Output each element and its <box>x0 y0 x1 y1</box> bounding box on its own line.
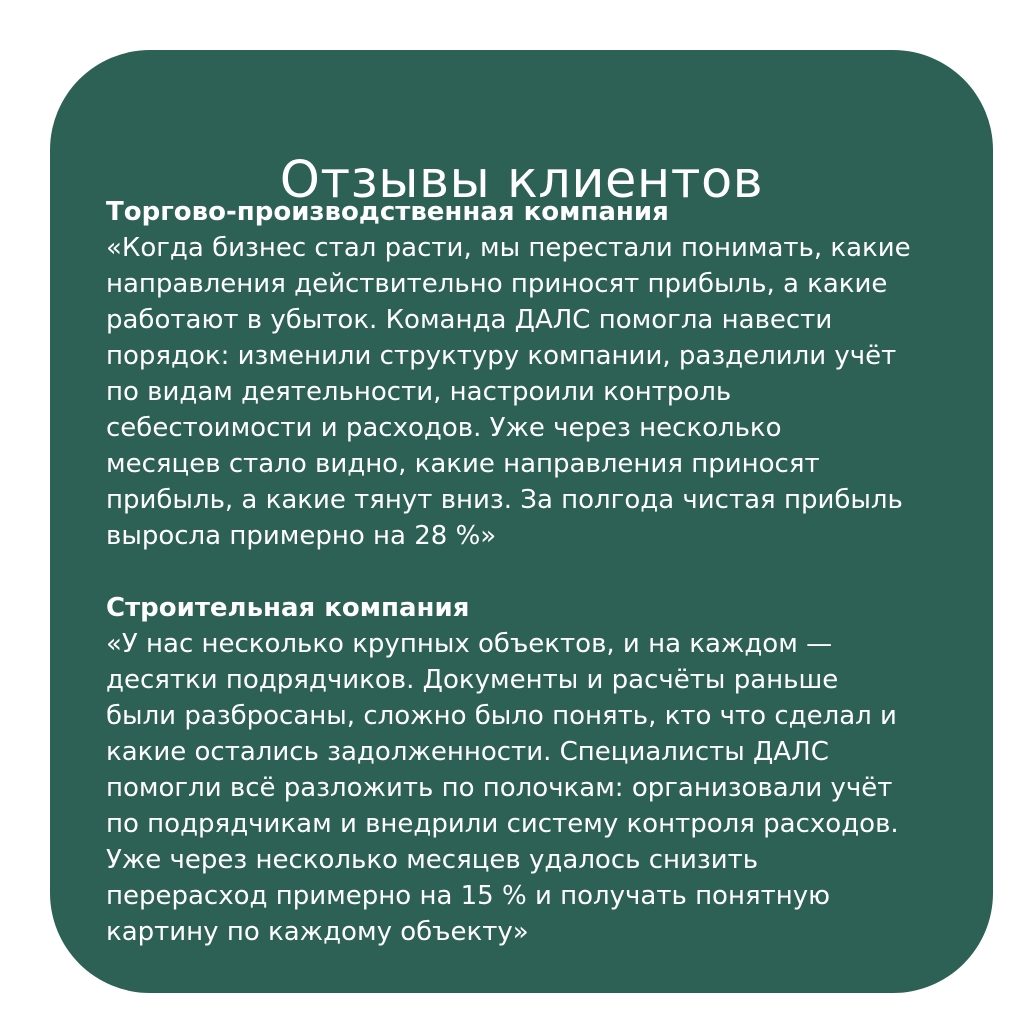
review-quote <box>106 626 956 950</box>
quote-line: по подрядчикам и внедрили систему контроля расходов. <box>106 809 899 839</box>
quote-line: были разбросаны, сложно было понять, кто что сделал и <box>106 701 897 731</box>
review-quote <box>106 230 956 554</box>
quote-line: «Когда бизнес стал расти, мы перестали понимать, какие <box>106 233 911 263</box>
reviews-list <box>106 194 956 950</box>
review-item <box>106 590 956 950</box>
quote-line: Уже через несколько месяцев удалось снизить <box>106 845 759 875</box>
quote-line: какие остались задолженности. Специалисты ДАЛС <box>106 737 829 767</box>
quote-line: прибыль, а какие тянут вниз. За полгода чистая прибыль <box>106 485 903 515</box>
quote-line: помогли всё разложить по полочкам: организовали учёт <box>106 773 893 803</box>
review-company-name: Строительная компания <box>106 593 470 623</box>
quote-line: перерасход примерно на 15 % и получать понятную <box>106 881 831 911</box>
review-company-name: Торгово-производственная компания <box>106 197 669 227</box>
quote-line: по видам деятельности, настроили контроль <box>106 377 732 407</box>
quote-line: месяцев стало видно, какие направления приносят <box>106 449 820 479</box>
quote-line: «У нас несколько крупных объектов, и на каждом — <box>106 629 833 659</box>
quote-line: картину по каждому объекту» <box>106 917 529 947</box>
quote-line: порядок: изменили структуру компании, разделили учёт <box>106 341 897 371</box>
review-item <box>106 194 956 554</box>
quote-line: десятки подрядчиков. Документы и расчёты раньше <box>106 665 839 695</box>
quote-line: выросла примерно на 28 %» <box>106 521 497 551</box>
quote-line: себестоимости и расходов. Уже через несколько <box>106 413 782 443</box>
quote-line: работают в убыток. Команда ДАЛС помогла навести <box>106 305 833 335</box>
page-title: Отзывы клиентов <box>279 151 764 210</box>
quote-line: направления действительно приносят прибыль, а какие <box>106 269 888 299</box>
